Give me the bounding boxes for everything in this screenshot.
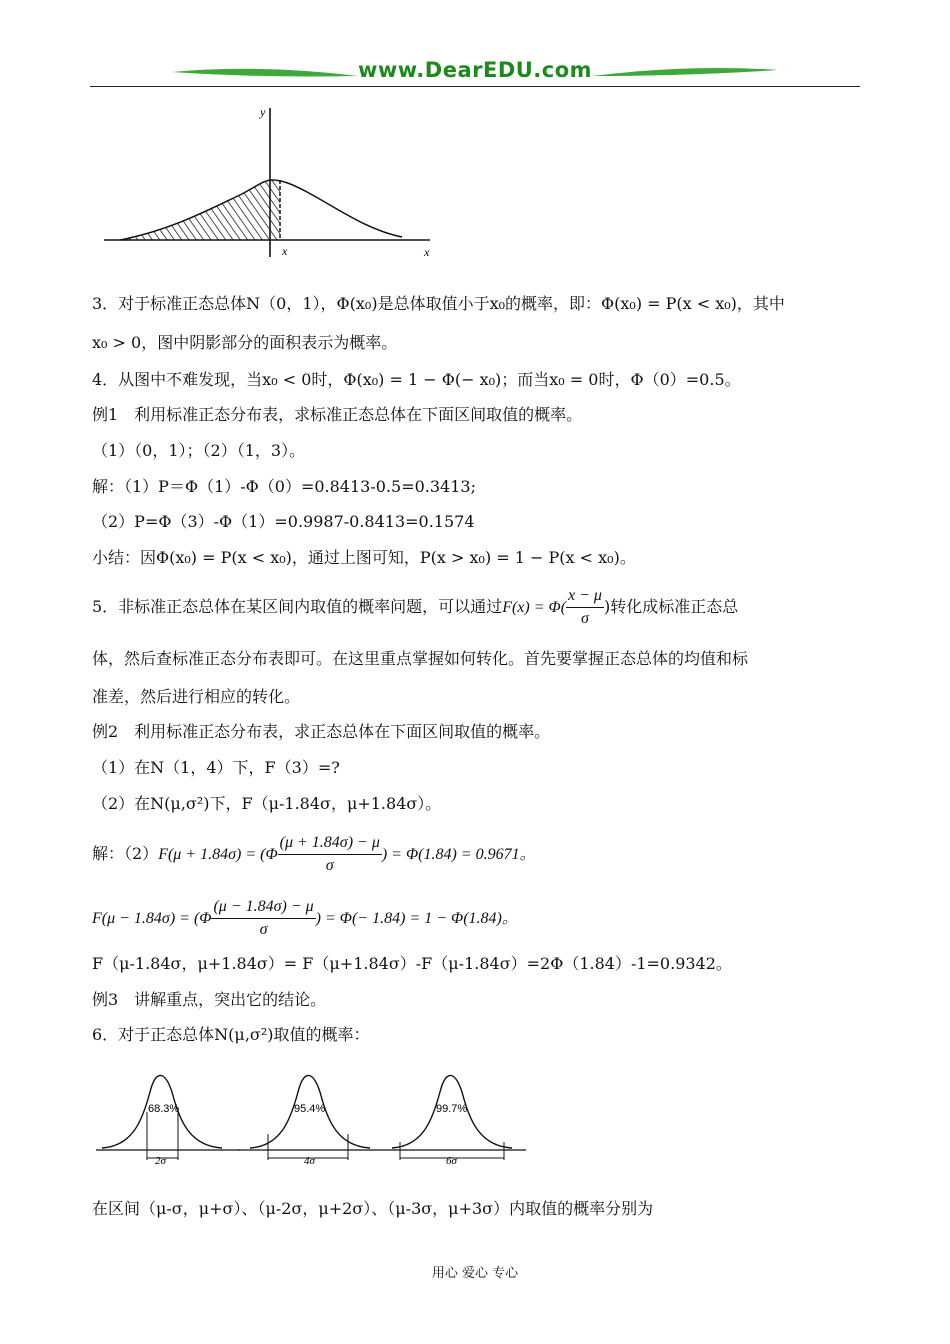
bell-figure-1	[96, 1075, 240, 1167]
fraction-numerator: x − μ	[566, 585, 604, 608]
formula-lower-fraction	[211, 896, 315, 941]
bell-1-pct: 68.3%	[148, 1103, 180, 1115]
example-1-title: 例1 利用标准正态分布表，求标准正态总体在下面区间取值的概率。	[92, 405, 583, 424]
shaded-area	[120, 180, 280, 240]
paragraph-4: 4．从图中不难发现，当x₀ < 0时，Φ(x₀) = 1 − Φ(− x₀)；而当x₀ = 0时，Φ（0）=0.5。	[92, 370, 741, 389]
right-swoosh-icon	[590, 64, 780, 84]
page-footer: 用心 爱心 专心	[431, 1266, 519, 1281]
example-2-item-2: （2）在N(μ,σ²)下，F（μ-1.84σ，μ+1.84σ）。	[92, 794, 442, 813]
formula-lower-head: F(μ − 1.84σ) = (Φ	[92, 910, 212, 927]
example-2-solution-line2	[92, 896, 518, 941]
paragraph-5-line3: 准差，然后进行相应的转化。	[92, 687, 301, 706]
transform-fraction	[566, 585, 604, 630]
paragraph-5-line1	[92, 585, 738, 630]
normal-curve-figure	[92, 102, 442, 267]
bell-3-width: 6σ	[446, 1155, 457, 1167]
fraction-numerator: (μ − 1.84σ) − μ	[211, 896, 315, 919]
example-2-solution-line1	[92, 832, 536, 877]
header-rule	[90, 86, 860, 87]
paragraph-6-intervals: 在区间（μ-σ，μ+σ）、（μ-2σ，μ+2σ）、（μ-3σ，μ+3σ）内取值的概率分别为	[92, 1199, 654, 1218]
example-3-title: 例3 讲解重点，突出它的结论。	[92, 990, 327, 1009]
bell-figure-3	[382, 1075, 526, 1167]
solution-label: 解：（2）	[92, 844, 159, 863]
fraction-denominator: σ	[259, 921, 268, 938]
example-2-item-1: （1）在N（1，4）下，F（3）=?	[92, 758, 340, 777]
paragraph-5-line2: 体，然后查标准正态分布表即可。在这里重点掌握如何转化。首先要掌握正态总体的均值和标	[92, 649, 749, 668]
bell-2-pct: 95.4%	[294, 1103, 326, 1115]
bell-figure-2	[238, 1075, 382, 1167]
paragraph-3-line2: x₀ > 0，图中阴影部分的面积表示为概率。	[92, 333, 398, 352]
example-1-solution-2: （2）P=Φ（3）-Φ（1）=0.9987-0.8413=0.1574	[92, 512, 475, 531]
three-sigma-figures	[92, 1062, 532, 1174]
paragraph-5-text-b: )转化成标准正态总	[603, 597, 739, 616]
summary-line: 小结：因Φ(x₀) = P(x < x₀)，通过上图可知，P(x > x₀) = 1 − P(x < x₀)。	[92, 548, 636, 567]
formula-upper-tail: ) = Φ(1.84) = 0.9671。	[381, 846, 536, 863]
example-1-items: （1）（0，1）；（2）（1，3）。	[92, 441, 306, 460]
paragraph-5-text-a: 5．非标准正态总体在某区间内取值的概率问题，可以通过	[92, 597, 503, 616]
fraction-numerator: (μ + 1.84σ) − μ	[278, 832, 382, 855]
site-brand: www.DearEDU.com	[357, 58, 593, 82]
example-1-solution-1: 解：（1）P＝Φ（1）-Φ（0）=0.8413-0.5=0.3413;	[92, 477, 476, 496]
example-2-title: 例2 利用标准正态分布表，求正态总体在下面区间取值的概率。	[92, 722, 551, 741]
transform-formula-head: F(x) = Φ(	[502, 599, 567, 616]
x0-label: x	[282, 244, 288, 258]
bell-3-pct: 99.7%	[436, 1103, 468, 1115]
paragraph-6: 6．对于正态总体N(μ,σ²)取值的概率：	[92, 1025, 370, 1044]
fraction-denominator: σ	[325, 857, 334, 874]
fraction-denominator: σ	[581, 610, 589, 627]
formula-lower-tail: ) = Φ(− 1.84) = 1 − Φ(1.84)。	[315, 910, 518, 927]
bell-1-width: 2σ	[155, 1155, 166, 1167]
example-2-result: F（μ-1.84σ，μ+1.84σ）= F（μ+1.84σ）-F（μ-1.84σ）=2Φ（1.84）-1=0.9342。	[92, 954, 732, 973]
bell-2-width: 4σ	[304, 1155, 315, 1167]
x-axis-label: x	[424, 245, 430, 259]
page-header	[90, 58, 860, 90]
formula-upper-head: F(μ + 1.84σ) = (Φ	[158, 846, 278, 863]
formula-upper-fraction	[278, 832, 382, 877]
paragraph-3-line1: 3．对于标准正态总体N（0，1），Φ(x₀)是总体取值小于x₀的概率，即：Φ(x₀) = P(x < x₀)，其中	[92, 294, 785, 313]
y-axis-label: y	[260, 105, 266, 119]
